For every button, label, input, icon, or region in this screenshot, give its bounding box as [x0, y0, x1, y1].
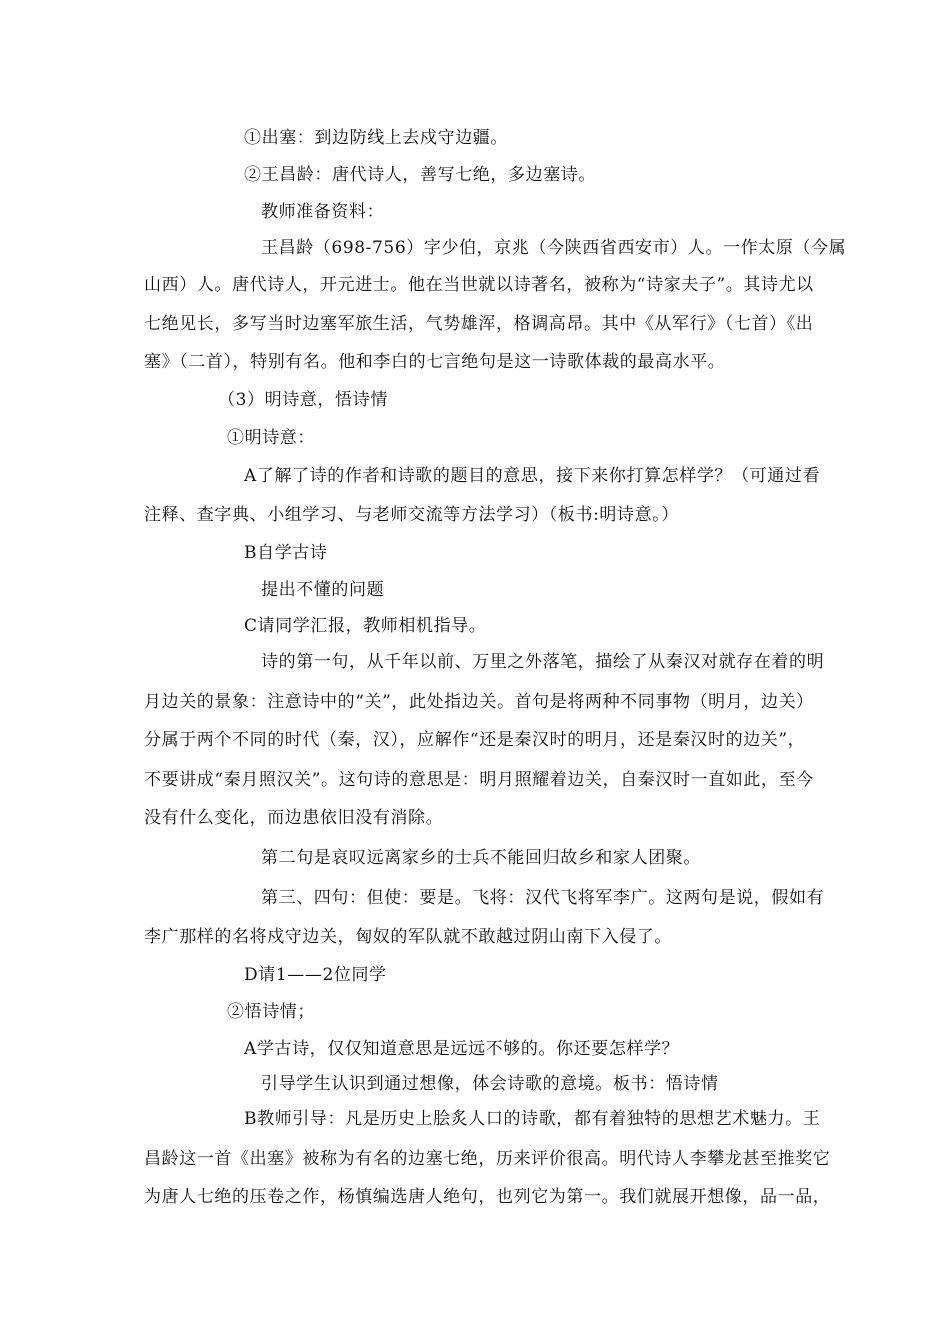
- third-fourth-explanation: 李广那样的名将戍守边关，匈奴的军队就不敢越过阴山南下入侵了。: [144, 927, 672, 947]
- step-d: D请1——2位同学: [244, 965, 387, 985]
- explanation-line: 不要讲成“秦月照汉关”。这句诗的意思是：明月照耀着边关，自秦汉时一直如此，至今: [144, 770, 814, 790]
- teacher-materials-heading: 教师准备资料：: [261, 202, 385, 222]
- step-b-detail: 提出不懂的问题: [261, 580, 385, 600]
- feeling-step-a: A学古诗，仅仅知道意思是远远不够的。你还要怎样学？: [244, 1039, 680, 1059]
- bio-paragraph-line: 七绝见长，多写当时边塞军旅生活，气势雄浑，格调高昂。其中《从军行》（七首）《出: [144, 314, 814, 334]
- bio-paragraph-line: 山西）人。唐代诗人，开元进士。他在当世就以诗著名，被称为“诗家夫子”。其诗尤以: [144, 275, 814, 295]
- step-b: B自学古诗: [244, 543, 328, 563]
- note-chusai: ①出塞：到边防线上去戍守边疆。: [244, 128, 508, 148]
- third-fourth-explanation: 第三、四句：但使：要是。飞将：汉代飞将军李广。这两句是说，假如有: [261, 888, 825, 908]
- note-wang-changling: ②王昌龄：唐代诗人，善写七绝，多边塞诗。: [244, 165, 596, 185]
- feeling-step-a-detail: 引导学生认识到通过想像，体会诗歌的意境。板书：悟诗情: [261, 1074, 719, 1094]
- explanation-line: 没有什么变化，而边患依旧没有消除。: [144, 808, 444, 828]
- feeling-step-b-line: B教师引导：凡是历史上脍炙人口的诗歌，都有着独特的思想艺术魅力。王: [244, 1109, 821, 1129]
- step-a-line: 注释、查字典、小组学习、与老师交流等方法学习）（板书:明诗意。）: [144, 505, 679, 525]
- step-c: C请同学汇报，教师相机指导。: [244, 616, 487, 636]
- explanation-line: 诗的第一句，从千年以前、万里之外落笔，描绘了从秦汉对就存在着的明: [261, 652, 825, 672]
- subsection-heading-meaning: ①明诗意：: [227, 428, 315, 448]
- section-heading-3: （3）明诗意，悟诗情: [218, 390, 388, 410]
- bio-paragraph-line: 塞》（二首），特别有名。他和李白的七言绝句是这一诗歌体裁的最高水平。: [144, 352, 726, 372]
- second-line-explanation: 第二句是哀叹远离家乡的士兵不能回归故乡和家人团聚。: [261, 848, 701, 868]
- explanation-line: 月边关的景象：注意诗中的“关”，此处指边关。首句是将两种不同事物（明月，边关）: [144, 692, 814, 712]
- bio-paragraph-line: 王昌龄（698-756）字少伯，京兆（今陕西省西安市）人。一作太原（今属: [261, 238, 847, 258]
- feeling-step-b-line: 昌龄这一首《出塞》被称为有名的边塞七绝，历来评价很高。明代诗人李攀龙甚至推奖它: [144, 1149, 831, 1169]
- step-a-line: A了解了诗的作者和诗歌的题目的意思，接下来你打算怎样学？（可通过看: [244, 466, 821, 486]
- subsection-heading-feeling: ②悟诗情；: [227, 1002, 315, 1022]
- explanation-line: 分属于两个不同的时代（秦，汉），应解作“还是秦汉时的明月，还是秦汉时的边关”，: [144, 730, 806, 750]
- feeling-step-b-line: 为唐人七绝的压卷之作，杨慎编选唐人绝句，也列它为第一。我们就展开想像，品一品，: [144, 1187, 831, 1207]
